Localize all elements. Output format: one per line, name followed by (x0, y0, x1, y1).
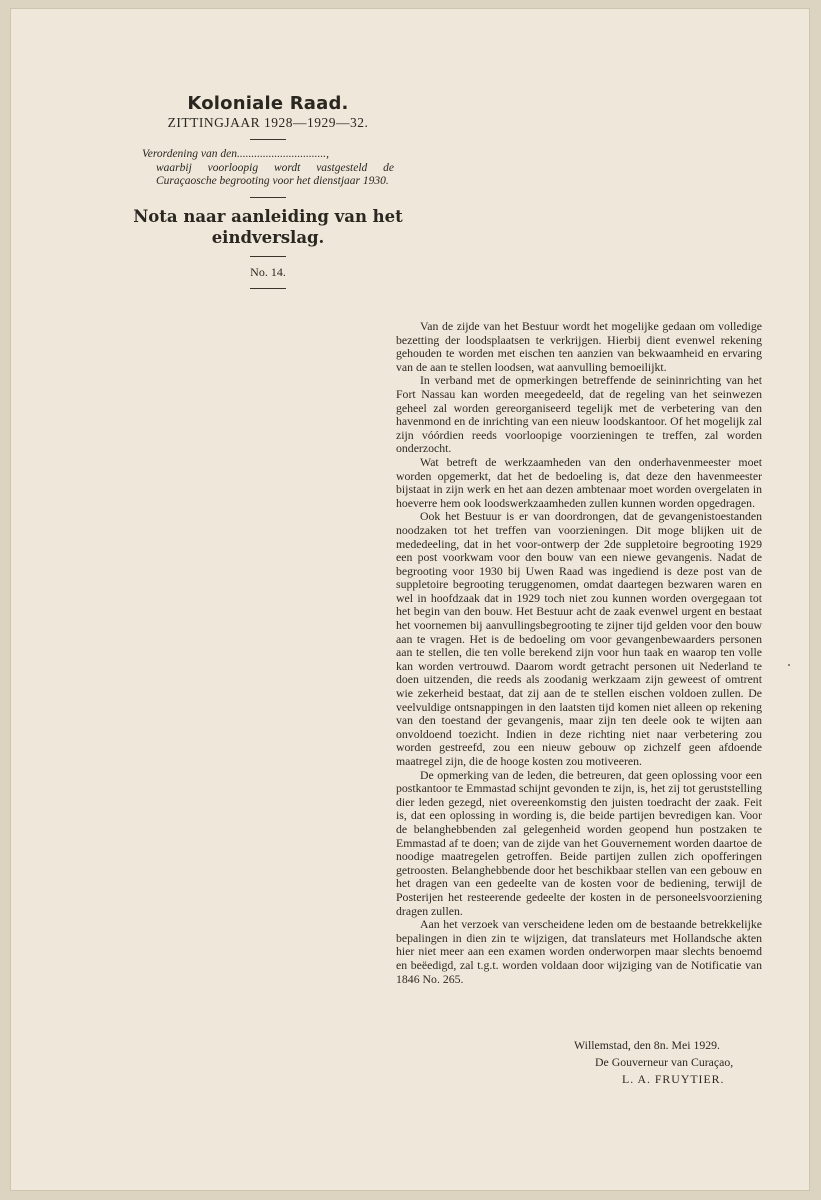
ordinance-line: Verordening van den..............................., (142, 148, 329, 160)
ordinance-continuation: waarbij voorloopig wordt vastgesteld de Curaçaosche begrooting voor het dienstjaar 1930. (156, 161, 394, 187)
paragraph: De opmerking van de leden, die betreuren, dat geen oplossing voor een postkantoor te Emmastad schijnt gevonden te zijn, is, het zij tot geruststelling dier leden gezegd, niet overeenkomstig den juisten toedracht der zaak. Feit is, dat een oplossing in wording is, die beide partijen bevredigen kan. Voor de belanghebbenden zal gelegenheid worden geopend hun postzaken te Emmastad af te doen; van de zijde van het Gouvernement worden daartoe de noodige maatregelen getroffen. Beide partijen zullen zich opofferingen getroosten. Belanghebbende door het beschikbaar stellen van een gebouw en het dragen van een gedeelte van de kosten voor de bediening, terwijl de Posterijen het resteerende gedeelte der kosten in de personeelsvoorziening dragen zullen. (396, 767, 762, 918)
ordinance-description (142, 148, 394, 189)
paragraph: In verband met de opmerkingen betreffende de seininrichting van het Fort Nassau kan worden meegedeeld, dat de regeling van het seinwezen geheel zal worden gereorganiseerd tegelijk met de verbetering van den havenmond en de inrichting van een nieuw loodskantoor. Of het mogelijk zal zijn vóórdien reeds voorloopige voorzieningen te treffen, zal worden onderzocht. (396, 373, 762, 456)
document-number: No. 14. (250, 264, 286, 279)
paragraph: Wat betreft de werkzaamheden van den onderhavenmeester moet worden opgemerkt, dat het de bedoeling is, dat deze den havenmeester bijstaat in zijn werk en het aan dezen ambtenaar moet worden overgelaten in hoeverre hem ook loodswerkzaamheden zullen kunnen worden opgedragen. (396, 454, 762, 510)
signature-block (396, 1037, 762, 1088)
divider (250, 139, 286, 140)
paragraph: Ook het Bestuur is er van doordrongen, dat de gevangenistoestanden noodzaken tot het treffen van voorzieningen. Dit moge blijken uit de mededeeling, dat in het voor-ontwerp der 2de suppletoire begrooting 1929 een post voorkwam voor den bouw van een niewe gevangenis. Nadat de begrooting voor 1930 bij Uwen Raad was ingediend is deze post van de suppletoire begrooting teruggenomen, omdat daartegen bezwaren waren en wel in hoofdzaak dat in 1929 toch niet zou kunnen worden overgegaan tot het begin van den bouw. Het Bestuur acht de zaak evenwel urgent en bestaat het voornemen bij aanvullingsbegrooting te zijner tijd gelden voor den bouw aan te vragen. Het is de bedoeling om voor gevangenbewaarders personen aan te stellen, die ten volle berekend zijn voor hun taak en waarop ten volle kan worden vertrouwd. Daarom wordt getracht personen uit Nederland te doen uitzenden, die reeds als zoodanig werkzaam zijn geweest of omtrent wie zekerheid bestaat, dat zij aan de te stellen eischen voldoen zullen. De veelvuldige ontsnappingen in den laatsten tijd komen niet alleen op rekening van den toestand der gevangenis, maar zijn ten deele ook te wijten aan onvoldoend toezicht. Indien in deze richting niet naar verbetering zou worden gestreefd, zou een nieuw gebouw op zichzelf geen afdoende maatregel zijn, die de hooge kosten zou motiveeren. (396, 509, 762, 768)
signature-office: De Gouverneur van Curaçao, (595, 1055, 734, 1069)
council-title: Koloniale Raad. (187, 93, 349, 114)
signature-date: Willemstad, den 8n. Mei 1929. (574, 1038, 720, 1052)
document-header (128, 93, 408, 297)
paragraph: Aan het verzoek van verscheidene leden om de bestaande betrekkelijke bepalingen in dien zin te wijzigen, dat translateurs met Hollandsche akten hier niet meer aan een examen worden onderworpen maar slechts benoemd en beëedigd, zal t.g.t. worden voldaan door wijziging van de Notificatie van 1846 No. 265. (396, 917, 762, 986)
divider (250, 197, 286, 198)
nota-title: Nota naar aanleiding van het eindverslag. (133, 206, 403, 247)
session-year: ZITTINGJAAR 1928—1929—32. (167, 115, 369, 130)
document-page (10, 8, 810, 1191)
divider (250, 256, 286, 257)
paragraph: Van de zijde van het Bestuur wordt het mogelijke gedaan om volledige bezetting der loodsplaatsen te verkrijgen. Hierbij dient evenwel rekening gehouden te worden met eischen ten aanzien van bekwaamheid en ervaring van de aan te stellen loodsen, wat aanvulling bemoeilijkt. (396, 319, 762, 374)
paper-speck (788, 664, 790, 666)
divider (250, 288, 286, 289)
signature-name: L. A. FRUYTIER. (622, 1072, 725, 1086)
body-text (396, 320, 762, 986)
